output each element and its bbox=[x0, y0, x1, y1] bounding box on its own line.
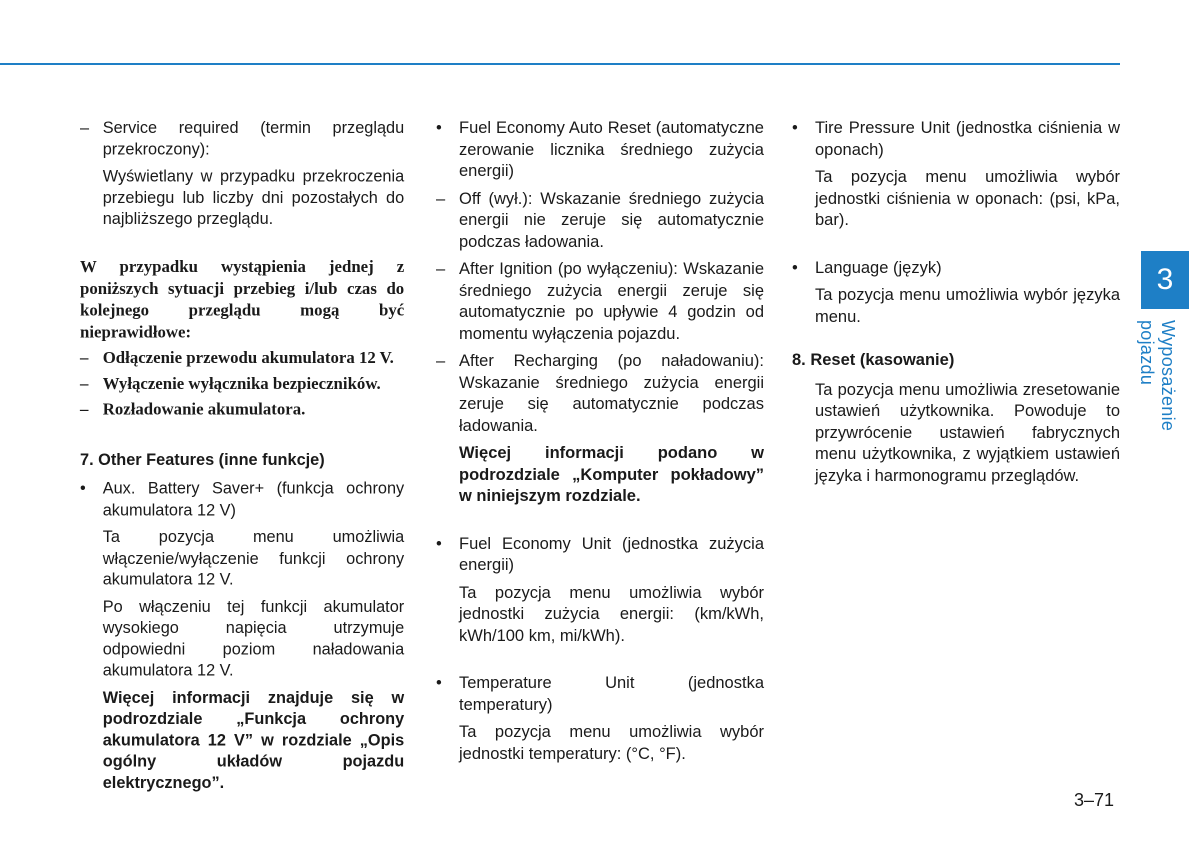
fuel-economy-auto-reset-item bbox=[436, 118, 764, 183]
fuel-economy-unit-description: Ta pozycja menu umożliwia wybór jednostki zużycia energii: (km/kWh, kWh/100 km, mi/kWh). bbox=[459, 583, 764, 645]
aux-battery-saver-label: Aux. Battery Saver+ (funkcja ochrony akumulatora 12 V) bbox=[102, 479, 405, 519]
tire-pressure-unit-item bbox=[792, 118, 1120, 161]
fuel-economy-note: Więcej informacji podano w podrozdziale „Komputer pokładowy” w niniejszym rozdziale. bbox=[459, 444, 764, 505]
aux-battery-saver-detail: Po włączeniu tej funkcji akumulator wysokiego napięcia utrzymuje odpowiedni poziom naładowania akumulatora 12 V. bbox=[102, 597, 405, 680]
column-3 bbox=[792, 118, 1120, 493]
temperature-unit-item bbox=[436, 673, 764, 716]
temperature-unit-label: Temperature Unit (jednostka temperatury) bbox=[459, 674, 764, 714]
warning-item-discharge bbox=[80, 398, 404, 420]
warning-paragraph: W przypadku wystąpienia jednej z poniższych sytuacji przebieg i/lub czas do kolejnego przeglądu mogą być nieprawidłowe: bbox=[80, 256, 405, 341]
reset-description: Ta pozycja menu umożliwia zresetowanie ustawień użytkownika. Powoduje to przywrócenie ustawień fabrycznych menu użytkownika, z wyjątkiem ustawień języka i harmonogramu przeglądów. bbox=[815, 380, 1120, 485]
tire-pressure-unit-label: Tire Pressure Unit (jednostka ciśnienia w oponach) bbox=[815, 119, 1120, 159]
language-description: Ta pozycja menu umożliwia wybór języka menu. bbox=[815, 286, 1120, 326]
section-8-heading: 8. Reset (kasowanie) bbox=[792, 351, 955, 369]
option-after-ignition-text: After Ignition (po wyłączeniu): Wskazanie średniego zużycia energii zeruje się automatycznie po upływie 4 godzin od momentu wyłączenia pojazdu. bbox=[459, 260, 764, 343]
chapter-title-vertical: Wyposażenie pojazdu bbox=[1137, 320, 1178, 432]
section-7-heading: 7. Other Features (inne funkcje) bbox=[80, 450, 325, 469]
dash-marker: – bbox=[80, 118, 90, 137]
dash-marker: – bbox=[436, 352, 446, 370]
warning-item-battery-cable bbox=[80, 347, 404, 369]
page-number: 3–71 bbox=[1073, 790, 1114, 810]
dash-marker: – bbox=[80, 399, 89, 418]
bullet-marker: • bbox=[80, 479, 86, 498]
option-off-text: Off (wył.): Wskazanie średniego zużycia energii nie zeruje się automatycznie podczas ładowania. bbox=[459, 189, 764, 251]
fuel-economy-unit-label: Fuel Economy Unit (jednostka zużycia energii) bbox=[459, 534, 764, 574]
bullet-marker: • bbox=[792, 119, 798, 137]
option-off bbox=[436, 189, 764, 254]
chapter-number: 3 bbox=[1156, 263, 1174, 296]
service-required-item bbox=[80, 118, 404, 161]
option-after-ignition bbox=[436, 259, 764, 345]
dash-marker: – bbox=[436, 260, 446, 278]
warning-item-text: Odłączenie przewodu akumulatora 12 V. bbox=[102, 347, 394, 367]
aux-battery-saver-description: Ta pozycja menu umożliwia włączenie/wyłączenie funkcji ochrony akumulatora 12 V. bbox=[102, 528, 405, 589]
option-after-recharging bbox=[436, 351, 764, 437]
column-2 bbox=[436, 118, 764, 771]
column-1 bbox=[80, 118, 404, 800]
language-label: Language (język) bbox=[815, 258, 942, 277]
dash-marker: – bbox=[436, 189, 446, 208]
warning-item-text: Wyłączenie wyłącznika bezpieczników. bbox=[102, 373, 381, 393]
fuel-economy-auto-reset-label: Fuel Economy Auto Reset (automatyczne zerowanie licznika średniego zużycia energii) bbox=[459, 119, 764, 180]
bullet-marker: • bbox=[792, 258, 798, 277]
warning-item-fuse-switch bbox=[80, 373, 404, 395]
bullet-marker: • bbox=[436, 119, 442, 137]
option-after-recharging-text: After Recharging (po naładowaniu): Wskazanie średniego zużycia energii zeruje się automatycznie podczas ładowania. bbox=[459, 352, 764, 435]
warning-item-text: Rozładowanie akumulatora. bbox=[102, 399, 306, 418]
chapter-tab bbox=[1141, 251, 1189, 309]
bullet-marker: • bbox=[436, 534, 442, 553]
tire-pressure-unit-description: Ta pozycja menu umożliwia wybór jednostki ciśnienia w oponach: (psi, kPa, bar). bbox=[815, 168, 1120, 229]
dash-marker: – bbox=[80, 347, 89, 367]
header-rule bbox=[0, 63, 1120, 65]
service-required-description: Wyświetlany w przypadku przekroczenia przebiegu lub liczby dni pozostałych do najbliższego przeglądu. bbox=[102, 167, 405, 228]
temperature-unit-description: Ta pozycja menu umożliwia wybór jednostki temperatury: (°C, °F). bbox=[459, 723, 764, 763]
bullet-marker: • bbox=[436, 674, 442, 692]
service-required-label: Service required (termin przeglądu przekroczony): bbox=[102, 118, 405, 159]
dash-marker: – bbox=[80, 373, 89, 393]
aux-battery-saver-note: Więcej informacji znajduje się w podrozdziale „Funkcja ochrony akumulatora 12 V” w rozdziale „Opis ogólny układów pojazdu elektrycznego”. bbox=[102, 688, 405, 792]
aux-battery-saver-item bbox=[80, 479, 404, 522]
fuel-economy-unit-item bbox=[436, 534, 764, 577]
language-item bbox=[792, 258, 1120, 280]
